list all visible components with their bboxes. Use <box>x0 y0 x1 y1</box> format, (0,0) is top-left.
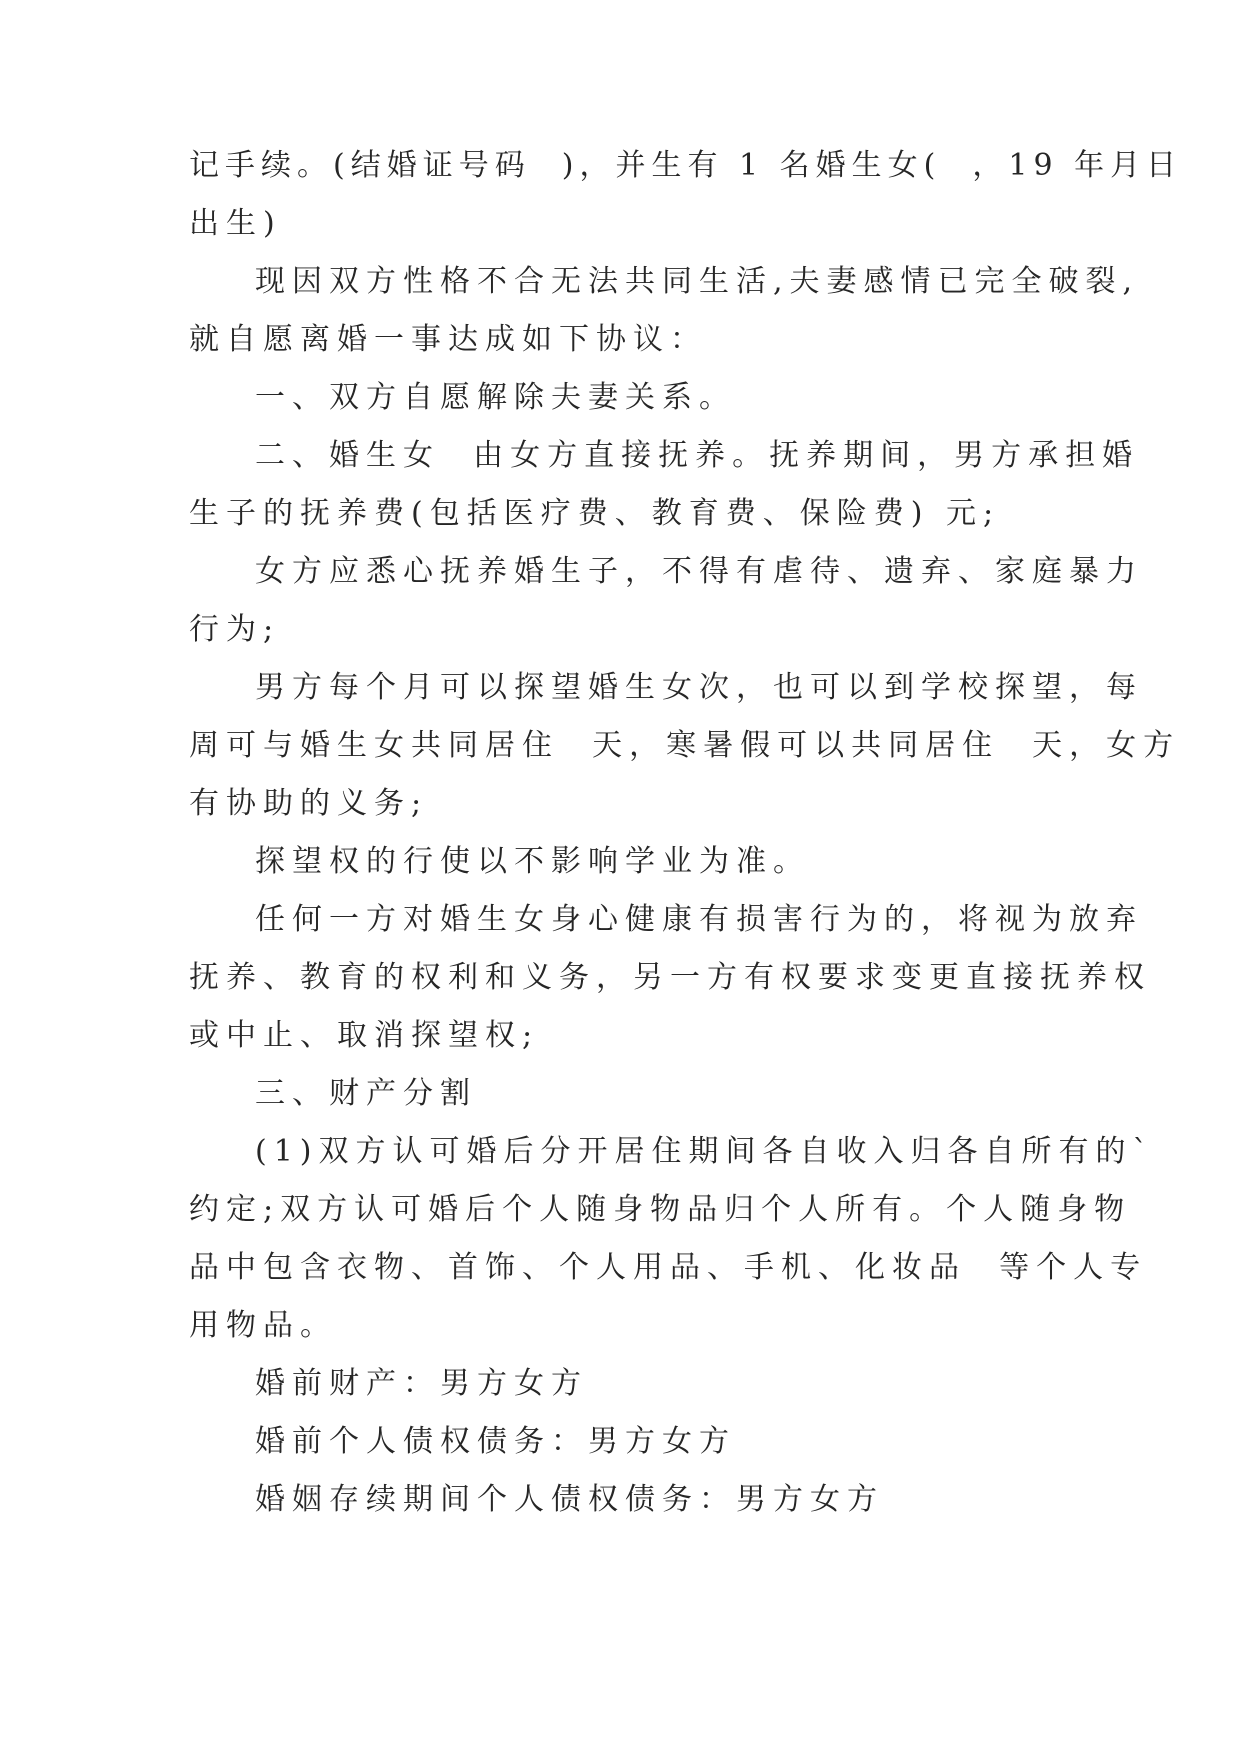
text-line: 约定;双方认可婚后个人随身物品归个人所有。个人随身物 <box>189 1192 1132 1227</box>
text-line: 记手续。(结婚证号码 )，并生有 1 名婚生女( ，19 年月日 <box>189 148 1183 183</box>
text-line: 抚养、教育的权利和义务，另一方有权要求变更直接抚养权 <box>189 960 1151 995</box>
text-line: 出生) <box>189 206 282 241</box>
text-line: 就自愿离婚一事达成如下协议： <box>189 322 707 357</box>
text-line: 有协助的义务; <box>189 786 429 821</box>
text-line: 周可与婚生女共同居住 天，寒暑假可以共同居住 天，女方 <box>189 728 1181 763</box>
text-line: 一、双方自愿解除夫妻关系。 <box>255 380 736 415</box>
text-line: 女方应悉心抚养婚生子，不得有虐待、遗弃、家庭暴力 <box>255 554 1143 589</box>
text-line: 行为; <box>189 612 281 647</box>
text-line: 男方每个月可以探望婚生女次，也可以到学校探望，每 <box>255 670 1143 705</box>
text-line: 现因双方性格不合无法共同生活,夫妻感情已完全破裂, <box>255 264 1140 299</box>
text-line: 婚前财产：男方女方 <box>255 1366 588 1401</box>
text-line: (1)双方认可婚后分开居住期间各自收入归各自所有的` <box>255 1134 1155 1169</box>
text-line: 婚前个人债权债务：男方女方 <box>255 1424 736 1459</box>
text-line: 或中止、取消探望权; <box>189 1018 540 1053</box>
text-line: 用物品。 <box>189 1308 337 1343</box>
text-line: 任何一方对婚生女身心健康有损害行为的，将视为放弃 <box>255 902 1143 937</box>
text-line: 二、婚生女 由女方直接抚养。抚养期间，男方承担婚 <box>255 438 1140 473</box>
text-line: 生子的抚养费(包括医疗费、教育费、保险费) 元; <box>189 496 1001 531</box>
text-line: 三、财产分割 <box>255 1076 477 1111</box>
text-line: 探望权的行使以不影响学业为准。 <box>255 844 810 879</box>
text-line: 品中包含衣物、首饰、个人用品、手机、化妆品 等个人专 <box>189 1250 1148 1285</box>
text-line: 婚姻存续期间个人债权债务：男方女方 <box>255 1482 884 1517</box>
